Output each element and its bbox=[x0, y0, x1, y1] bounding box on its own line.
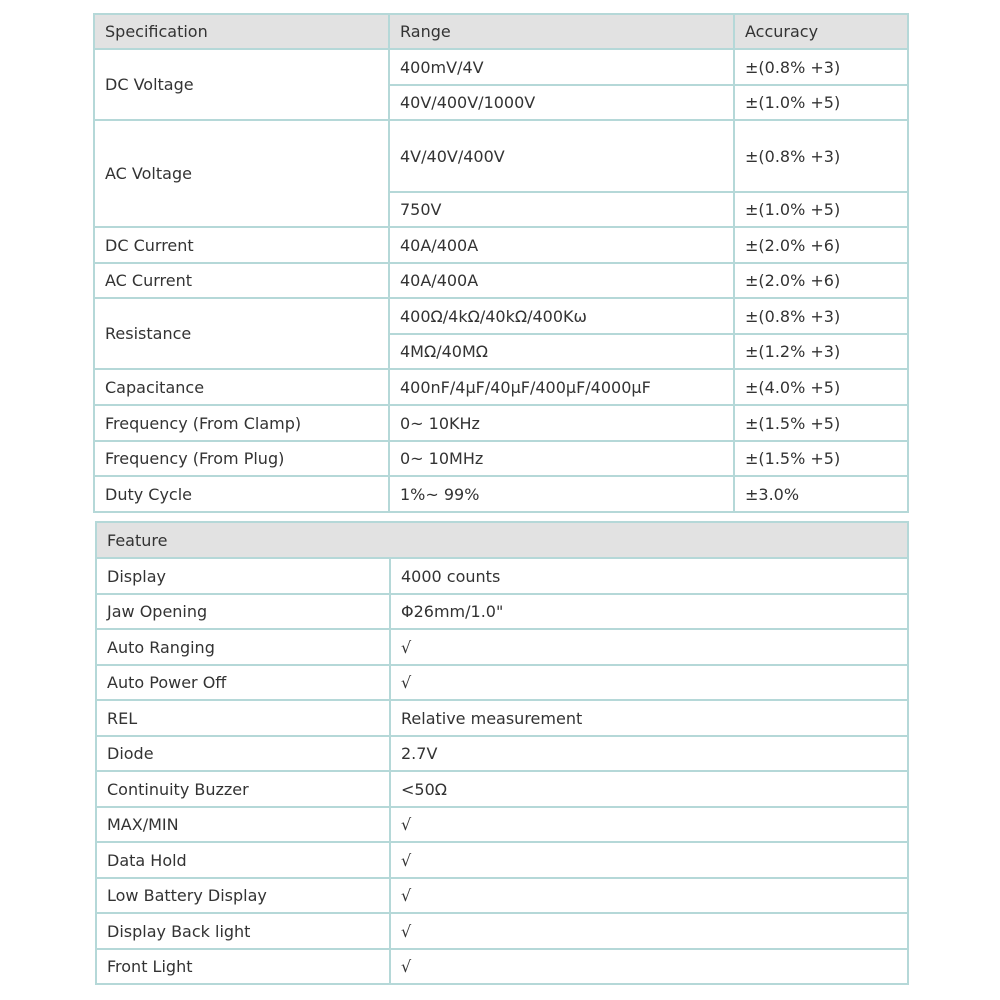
spec-name: AC Voltage bbox=[94, 120, 389, 227]
spec-range: 750V bbox=[389, 192, 734, 227]
feature-row bbox=[96, 629, 908, 665]
feature-value: √ bbox=[390, 665, 908, 700]
spec-accuracy: ±3.0% bbox=[734, 476, 908, 512]
feature-row bbox=[96, 736, 908, 771]
specification-table bbox=[93, 13, 909, 513]
feature-table bbox=[95, 521, 909, 985]
feature-name: MAX/MIN bbox=[96, 807, 390, 842]
spec-row bbox=[94, 476, 908, 512]
feature-row bbox=[96, 700, 908, 736]
spec-accuracy: ±(1.0% +5) bbox=[734, 192, 908, 227]
feature-name: Diode bbox=[96, 736, 390, 771]
spec-range: 400Ω/4kΩ/40kΩ/400Kω bbox=[389, 298, 734, 334]
specification-header: Specification bbox=[94, 14, 389, 49]
spec-accuracy: ±(0.8% +3) bbox=[734, 49, 908, 85]
range-header: Range bbox=[389, 14, 734, 49]
spec-accuracy: ±(4.0% +5) bbox=[734, 369, 908, 405]
feature-name: Display Back light bbox=[96, 913, 390, 949]
feature-header: Feature bbox=[96, 522, 908, 558]
spec-name: AC Current bbox=[94, 263, 389, 298]
feature-name: Auto Power Off bbox=[96, 665, 390, 700]
feature-value: √ bbox=[390, 878, 908, 913]
spec-range: 0~ 10MHz bbox=[389, 441, 734, 476]
feature-name: Low Battery Display bbox=[96, 878, 390, 913]
spec-row bbox=[94, 227, 908, 263]
feature-row bbox=[96, 665, 908, 700]
spec-name: Frequency (From Plug) bbox=[94, 441, 389, 476]
spec-accuracy: ±(0.8% +3) bbox=[734, 298, 908, 334]
feature-value: √ bbox=[390, 629, 908, 665]
feature-name: Display bbox=[96, 558, 390, 594]
spec-row bbox=[94, 49, 908, 85]
spec-range: 4V/40V/400V bbox=[389, 120, 734, 192]
feature-value: Relative measurement bbox=[390, 700, 908, 736]
feature-name: Front Light bbox=[96, 949, 390, 984]
spec-name: Resistance bbox=[94, 298, 389, 369]
spec-accuracy: ±(2.0% +6) bbox=[734, 227, 908, 263]
spec-row bbox=[94, 369, 908, 405]
spec-row bbox=[94, 298, 908, 334]
feature-name: Jaw Opening bbox=[96, 594, 390, 629]
feature-value: √ bbox=[390, 913, 908, 949]
feature-row bbox=[96, 949, 908, 984]
spec-name: DC Current bbox=[94, 227, 389, 263]
spec-accuracy: ±(1.0% +5) bbox=[734, 85, 908, 120]
feature-value: √ bbox=[390, 949, 908, 984]
spec-accuracy: ±(1.5% +5) bbox=[734, 441, 908, 476]
spec-row bbox=[94, 263, 908, 298]
feature-name: Auto Ranging bbox=[96, 629, 390, 665]
feature-row bbox=[96, 878, 908, 913]
accuracy-header: Accuracy bbox=[734, 14, 908, 49]
feature-name: REL bbox=[96, 700, 390, 736]
spec-range: 400mV/4V bbox=[389, 49, 734, 85]
spec-accuracy: ±(2.0% +6) bbox=[734, 263, 908, 298]
feature-row bbox=[96, 771, 908, 807]
spec-header-row bbox=[94, 14, 908, 49]
feature-value: Φ26mm/1.0" bbox=[390, 594, 908, 629]
feature-value: 4000 counts bbox=[390, 558, 908, 594]
spec-range: 40A/400A bbox=[389, 263, 734, 298]
spec-accuracy: ±(1.2% +3) bbox=[734, 334, 908, 369]
feature-row bbox=[96, 558, 908, 594]
feature-name: Data Hold bbox=[96, 842, 390, 878]
feature-value: √ bbox=[390, 807, 908, 842]
feature-value: 2.7V bbox=[390, 736, 908, 771]
spec-accuracy: ±(0.8% +3) bbox=[734, 120, 908, 192]
feature-row bbox=[96, 807, 908, 842]
spec-row bbox=[94, 405, 908, 441]
spec-range: 1%~ 99% bbox=[389, 476, 734, 512]
spec-range: 4MΩ/40MΩ bbox=[389, 334, 734, 369]
feature-row bbox=[96, 594, 908, 629]
spec-range: 400nF/4μF/40μF/400μF/4000μF bbox=[389, 369, 734, 405]
spec-range: 40V/400V/1000V bbox=[389, 85, 734, 120]
feature-row bbox=[96, 842, 908, 878]
spec-name: Duty Cycle bbox=[94, 476, 389, 512]
feature-value: <50Ω bbox=[390, 771, 908, 807]
spec-range: 0~ 10KHz bbox=[389, 405, 734, 441]
feature-row bbox=[96, 913, 908, 949]
spec-range: 40A/400A bbox=[389, 227, 734, 263]
spec-name: DC Voltage bbox=[94, 49, 389, 120]
spec-row bbox=[94, 120, 908, 192]
feature-value: √ bbox=[390, 842, 908, 878]
spec-row bbox=[94, 441, 908, 476]
spec-name: Capacitance bbox=[94, 369, 389, 405]
spec-accuracy: ±(1.5% +5) bbox=[734, 405, 908, 441]
feature-header-row bbox=[96, 522, 908, 558]
feature-name: Continuity Buzzer bbox=[96, 771, 390, 807]
spec-name: Frequency (From Clamp) bbox=[94, 405, 389, 441]
